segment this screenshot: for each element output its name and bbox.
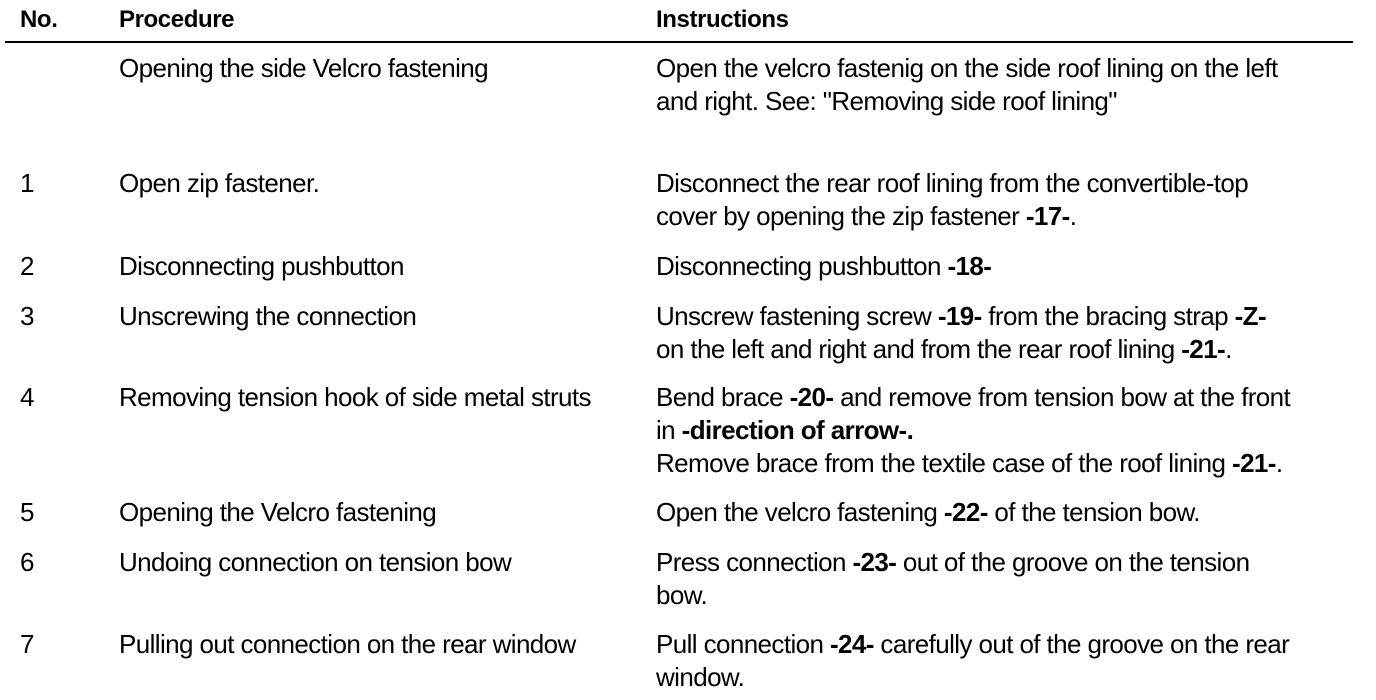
row-instructions: [656, 381, 1290, 480]
row-number: 6: [20, 547, 34, 577]
row-procedure: Unscrewing the connection: [119, 301, 417, 331]
row-number: 3: [20, 301, 34, 331]
header-rule: [5, 41, 1353, 43]
instruction-line: [656, 546, 1249, 579]
part-reference: -20-: [789, 382, 834, 412]
part-reference: -Z-: [1234, 301, 1267, 331]
instruction-line: [656, 447, 1290, 480]
row-procedure: Opening the Velcro fastening: [119, 497, 437, 527]
row-instructions: [656, 628, 1289, 694]
instruction-line: [656, 52, 1278, 85]
row-number: 4: [20, 382, 34, 412]
instruction-text: and remove from tension bow at the front: [833, 382, 1291, 412]
instruction-line: [656, 167, 1248, 200]
instruction-line: [656, 579, 1249, 612]
row-number: 5: [20, 497, 34, 527]
instruction-line: [656, 200, 1248, 233]
instruction-line: [656, 628, 1289, 661]
row-procedure: Open zip fastener.: [119, 168, 320, 198]
row-procedure: Pulling out connection on the rear window: [119, 629, 576, 659]
part-reference: -24-: [829, 629, 874, 659]
instruction-text: Press connection: [656, 547, 853, 577]
instruction-text: in: [656, 415, 682, 445]
column-header-procedure: Procedure: [119, 6, 235, 33]
row-procedure: Disconnecting pushbutton: [119, 251, 404, 281]
instruction-text: .: [1275, 448, 1283, 478]
instruction-text: and right. See: "Removing side roof lining": [656, 86, 1117, 116]
instruction-text: window.: [656, 662, 745, 692]
instruction-text: .: [1225, 334, 1232, 364]
part-reference: -23-: [852, 547, 897, 577]
instruction-text: Remove brace from the textile case of the roof lining: [656, 448, 1233, 478]
instruction-line: [656, 414, 1290, 447]
instruction-line: [656, 300, 1266, 333]
row-instructions: [656, 250, 991, 283]
row-number: 1: [20, 168, 34, 198]
part-reference: -17-: [1025, 201, 1070, 231]
part-reference: -22-: [943, 497, 988, 527]
row-number: 2: [20, 251, 34, 281]
instruction-text: out of the groove on the tension: [896, 547, 1250, 577]
instruction-text: Open the velcro fastenig on the side roof lining on the left: [656, 53, 1278, 83]
instruction-line: [656, 85, 1278, 118]
instruction-text: on the left and right and from the rear roof lining: [656, 334, 1182, 364]
instruction-line: [656, 333, 1266, 366]
row-instructions: [656, 300, 1266, 366]
part-reference: -21-: [1232, 448, 1276, 478]
part-reference: -19-: [937, 301, 982, 331]
row-procedure: Removing tension hook of side metal struts: [119, 382, 591, 412]
row-instructions: [656, 167, 1248, 233]
instruction-text: Unscrew fastening screw: [656, 301, 938, 331]
instruction-text: from the bracing strap: [981, 301, 1235, 331]
row-number: 7: [20, 629, 34, 659]
part-reference: -18-: [947, 251, 992, 281]
row-procedure: Opening the side Velcro fastening: [119, 53, 489, 83]
row-instructions: [656, 546, 1249, 612]
instruction-line: [656, 250, 991, 283]
instruction-text: .: [1069, 201, 1077, 231]
instruction-text: carefully out of the groove on the rear: [873, 629, 1290, 659]
instruction-text: of the tension bow.: [987, 497, 1200, 527]
column-header-no: No.: [20, 6, 58, 33]
instruction-text: bow.: [656, 580, 708, 610]
instruction-text: Disconnecting pushbutton: [656, 251, 948, 281]
part-reference: -direction of arrow-.: [681, 415, 914, 445]
instruction-line: [656, 381, 1290, 414]
instruction-text: Open the velcro fastening: [656, 497, 944, 527]
instruction-text: Bend brace: [656, 382, 790, 412]
instruction-line: [656, 496, 1200, 529]
row-instructions: [656, 496, 1200, 529]
instruction-text: Disconnect the rear roof lining from the convertible-top: [656, 168, 1249, 198]
instruction-text: Pull connection: [656, 629, 830, 659]
instruction-line: [656, 661, 1289, 694]
instruction-text: cover by opening the zip fastener: [656, 201, 1026, 231]
column-header-instructions: Instructions: [656, 6, 789, 33]
row-procedure: Undoing connection on tension bow: [119, 547, 512, 577]
row-instructions: [656, 52, 1278, 118]
part-reference: -21-: [1181, 334, 1226, 364]
